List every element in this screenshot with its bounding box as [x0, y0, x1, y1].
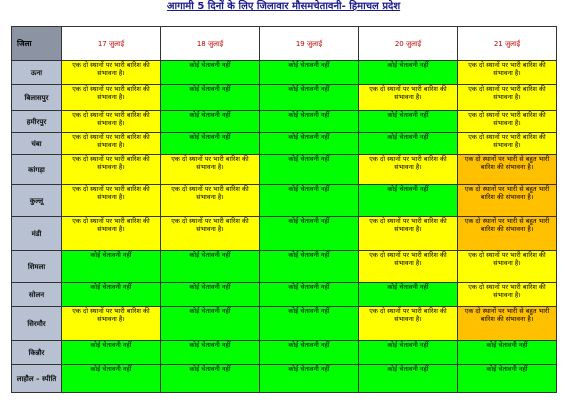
warning-text: एक दो स्थानों पर भारी से बहुत भारी बारिश की संभावना है। — [464, 217, 550, 233]
date-header-18: 18 जुलाई — [161, 27, 260, 61]
warning-cell — [458, 283, 557, 307]
warning-text: कोई चेतावनी नहीं — [189, 365, 231, 373]
table-row — [12, 251, 557, 283]
district-name-cell: लाहौल – स्पीति — [12, 365, 62, 393]
warning-cell — [458, 341, 557, 365]
table-row — [12, 307, 557, 341]
warning-cell — [161, 85, 260, 111]
warning-text: एक दो स्थानों पर भारी बारिश की संभावना है। — [72, 307, 150, 323]
warning-text: एक दो स्थानों पर भारी से बहुत भारी बारिश की संभावना है। — [464, 155, 550, 171]
warning-text: एक दो स्थानों पर भारी बारिश की संभावना है। — [72, 185, 150, 201]
warning-text: एक दो स्थानों पर भारी बारिश की संभावना है। — [369, 155, 447, 171]
table-row — [12, 185, 557, 217]
warning-text: एक दो स्थानों पर भारी बारिश की संभावना है। — [72, 85, 150, 101]
warning-text: कोई चेतावनी नहीं — [288, 133, 330, 141]
warning-text: कोई चेतावनी नहीं — [288, 341, 330, 349]
warning-cell — [161, 217, 260, 251]
warning-cell — [260, 365, 359, 393]
district-name-cell: मंडी — [12, 217, 62, 251]
warning-text: कोई चेतावनी नहीं — [189, 133, 231, 141]
table-row — [12, 111, 557, 133]
warning-text: कोई चेतावनी नहीं — [189, 251, 231, 259]
warning-cell — [359, 133, 458, 155]
date-header-21: 21 जुलाई — [458, 27, 557, 61]
table-row — [12, 85, 557, 111]
warning-text: कोई चेतावनी नहीं — [189, 85, 231, 93]
warning-cell — [62, 111, 161, 133]
warning-cell — [161, 133, 260, 155]
warning-cell — [62, 185, 161, 217]
warning-cell — [62, 365, 161, 393]
date-header-20: 20 जुलाई — [359, 27, 458, 61]
warning-cell — [458, 185, 557, 217]
warning-cell — [458, 61, 557, 85]
warning-text: एक दो स्थानों पर भारी बारिश की संभावना है। — [369, 85, 447, 101]
warning-cell — [161, 307, 260, 341]
warning-cell — [359, 251, 458, 283]
table-row — [12, 217, 557, 251]
warning-cell — [458, 111, 557, 133]
warning-cell — [458, 365, 557, 393]
warning-cell — [62, 251, 161, 283]
table-row — [12, 155, 557, 185]
warning-text: कोई चेतावनी नहीं — [486, 365, 528, 373]
warning-text: कोई चेतावनी नहीं — [387, 185, 429, 193]
warning-cell — [458, 133, 557, 155]
district-name-cell: कुल्लू — [12, 185, 62, 217]
warning-cell — [359, 217, 458, 251]
warning-text: कोई चेतावनी नहीं — [288, 85, 330, 93]
warning-cell — [260, 251, 359, 283]
warning-cell — [260, 341, 359, 365]
warning-cell — [260, 85, 359, 111]
warning-cell — [359, 283, 458, 307]
warning-text: कोई चेतावनी नहीं — [288, 307, 330, 315]
warning-text: एक दो स्थानों पर भारी बारिश की संभावना है। — [369, 251, 447, 267]
page-title: आगामी 5 दिनों के लिए जिलावार मौसमचेतावनी- हिमाचल प्रदेश — [166, 1, 401, 12]
warning-cell — [62, 283, 161, 307]
warning-text: कोई चेतावनी नहीं — [189, 111, 231, 119]
warning-cell — [161, 185, 260, 217]
warning-text: कोई चेतावनी नहीं — [288, 185, 330, 193]
warning-text: कोई चेतावनी नहीं — [288, 111, 330, 119]
warning-cell — [359, 61, 458, 85]
district-name-cell: किन्नौर — [12, 341, 62, 365]
warning-cell — [62, 85, 161, 111]
warning-text: कोई चेतावनी नहीं — [288, 217, 330, 225]
warning-cell — [62, 217, 161, 251]
warning-text: एक दो स्थानों पर भारी बारिश की संभावना है। — [468, 283, 546, 299]
warning-text: एक दो स्थानों पर भारी बारिश की संभावना है। — [72, 155, 150, 171]
date-header-17: 17 जुलाई — [62, 27, 161, 61]
district-name-cell: कांगड़ा — [12, 155, 62, 185]
warning-cell — [161, 365, 260, 393]
table-row — [12, 283, 557, 307]
warning-text: कोई चेतावनी नहीं — [486, 341, 528, 349]
district-name-cell: हमीरपुर — [12, 111, 62, 133]
warning-text: कोई चेतावनी नहीं — [189, 341, 231, 349]
warning-text: एक दो स्थानों पर भारी बारिश की संभावना है। — [468, 111, 546, 127]
table-row — [12, 341, 557, 365]
warning-text: कोई चेतावनी नहीं — [90, 251, 132, 259]
warning-cell — [260, 185, 359, 217]
warning-text: एक दो स्थानों पर भारी बारिश की संभावना है। — [369, 217, 447, 233]
district-name-cell: शिमला — [12, 251, 62, 283]
warning-text: एक दो स्थानों पर भारी से बहुत भारी बारिश की संभावना है। — [464, 185, 550, 201]
warning-cell — [260, 217, 359, 251]
warning-cell — [359, 341, 458, 365]
warning-text: एक दो स्थानों पर भारी बारिश की संभावना है। — [72, 133, 150, 149]
warning-text: कोई चेतावनी नहीं — [288, 61, 330, 69]
warning-cell — [161, 155, 260, 185]
warning-text: कोई चेतावनी नहीं — [288, 155, 330, 163]
warning-text: एक दो स्थानों पर भारी से बहुत भारी बारिश की संभावना है। — [464, 307, 550, 323]
table-row — [12, 133, 557, 155]
warning-cell — [359, 307, 458, 341]
warning-text: एक दो स्थानों पर भारी बारिश की संभावना है। — [171, 155, 249, 171]
warning-cell — [260, 61, 359, 85]
warning-cell — [260, 111, 359, 133]
warning-text: कोई चेतावनी नहीं — [90, 341, 132, 349]
district-name-cell: बिलासपुर — [12, 85, 62, 111]
warning-text: एक दो स्थानों पर भारी बारिश की संभावना है। — [72, 217, 150, 233]
warning-text: कोई चेतावनी नहीं — [189, 307, 231, 315]
table-row — [12, 365, 557, 393]
warning-text: कोई चेतावनी नहीं — [189, 61, 231, 69]
warning-text: कोई चेतावनी नहीं — [288, 251, 330, 259]
warning-cell — [458, 217, 557, 251]
warning-cell — [260, 307, 359, 341]
warning-text: कोई चेतावनी नहीं — [387, 365, 429, 373]
district-column-header: जिला — [12, 27, 62, 61]
warning-text: कोई चेतावनी नहीं — [288, 283, 330, 291]
warning-cell — [260, 283, 359, 307]
warning-text: कोई चेतावनी नहीं — [387, 133, 429, 141]
warning-cell — [161, 111, 260, 133]
warning-cell — [260, 155, 359, 185]
warning-text: एक दो स्थानों पर भारी बारिश की संभावना है। — [72, 61, 150, 77]
date-header-19: 19 जुलाई — [260, 27, 359, 61]
district-name-cell: सिरमौर — [12, 307, 62, 341]
warning-cell — [359, 365, 458, 393]
warning-cell — [62, 61, 161, 85]
warning-cell — [62, 307, 161, 341]
warning-cell — [359, 111, 458, 133]
warning-text: कोई चेतावनी नहीं — [90, 283, 132, 291]
warning-text: एक दो स्थानों पर भारी बारिश की संभावना है। — [468, 133, 546, 149]
district-name-cell: सोलन — [12, 283, 62, 307]
warning-text: कोई चेतावनी नहीं — [387, 283, 429, 291]
table-header-row — [12, 27, 557, 61]
warning-cell — [161, 341, 260, 365]
warning-cell — [458, 251, 557, 283]
warning-cell — [161, 61, 260, 85]
warning-cell — [359, 155, 458, 185]
warning-cell — [62, 155, 161, 185]
warning-cell — [260, 133, 359, 155]
warning-cell — [161, 251, 260, 283]
warning-text: एक दो स्थानों पर भारी बारिश की संभावना है। — [72, 111, 150, 127]
warning-text: एक दो स्थानों पर भारी बारिश की संभावना है। — [468, 85, 546, 101]
warning-text: कोई चेतावनी नहीं — [387, 61, 429, 69]
warning-cell — [161, 283, 260, 307]
warning-cell — [359, 185, 458, 217]
warning-text: एक दो स्थानों पर भारी बारिश की संभावना है। — [171, 185, 249, 201]
warning-text: कोई चेतावनी नहीं — [90, 365, 132, 373]
warning-cell — [62, 133, 161, 155]
warning-text: एक दो स्थानों पर भारी बारिश की संभावना है। — [468, 61, 546, 77]
warning-text: कोई चेतावनी नहीं — [387, 111, 429, 119]
district-name-cell: चंबा — [12, 133, 62, 155]
warning-text: कोई चेतावनी नहीं — [189, 283, 231, 291]
warning-text: कोई चेतावनी नहीं — [288, 365, 330, 373]
warning-cell — [359, 85, 458, 111]
warning-cell — [458, 307, 557, 341]
warning-cell — [458, 85, 557, 111]
table-row — [12, 61, 557, 85]
warning-text: एक दो स्थानों पर भारी बारिश की संभावना है। — [369, 307, 447, 323]
table-body — [12, 61, 557, 393]
warning-text: कोई चेतावनी नहीं — [387, 341, 429, 349]
warning-text: एक दो स्थानों पर भारी बारिश की संभावना है। — [171, 217, 249, 233]
warning-text: एक दो स्थानों पर भारी बारिश की संभावना है। — [468, 251, 546, 267]
warning-cell — [458, 155, 557, 185]
district-name-cell: ऊना — [12, 61, 62, 85]
district-warning-table — [11, 26, 557, 393]
warning-cell — [62, 341, 161, 365]
